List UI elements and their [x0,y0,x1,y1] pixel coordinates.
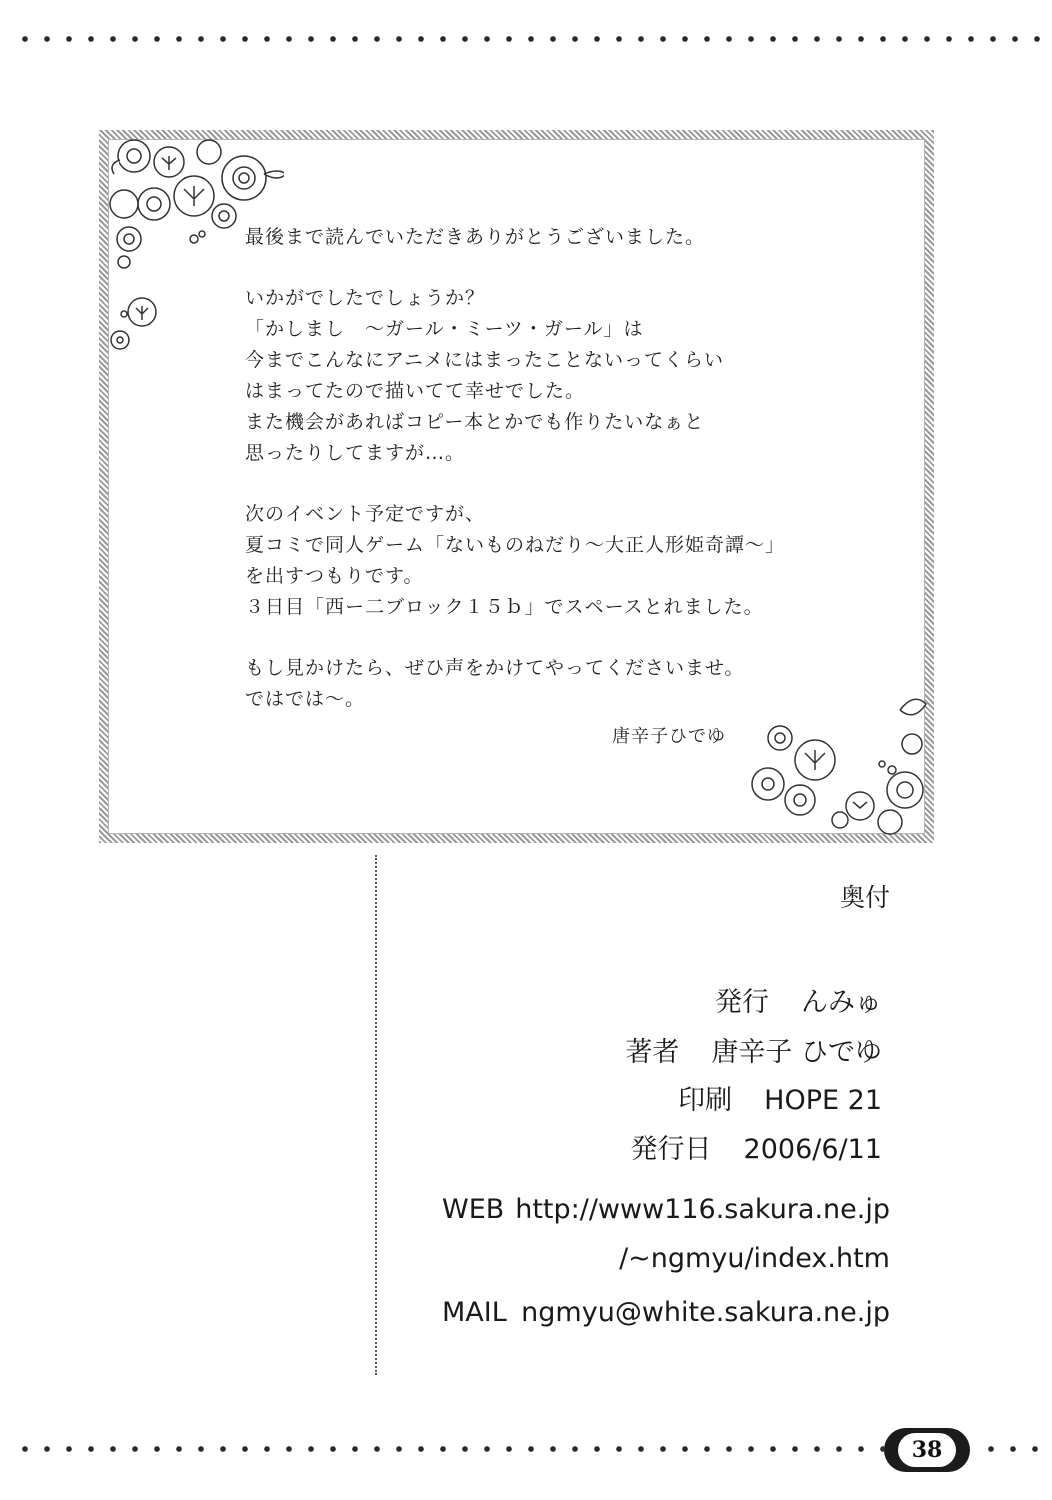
top-dotted-border [14,34,1044,44]
publisher-label: 発行 [715,987,769,1018]
flower-decoration-icon [104,290,164,360]
letter-line: 次のイベント予定ですが、 [245,503,486,525]
credit-date [631,1127,882,1166]
page-number-badge [884,1428,970,1472]
publisher-value: んみゅ [801,987,882,1018]
date-value: 2006/6/11 [743,1134,882,1165]
credit-print [678,1078,882,1117]
mail-label: MAIL [442,1297,507,1328]
date-label: 発行日 [630,1134,712,1165]
print-label: 印刷 [678,1085,733,1116]
mail-address[interactable]: ngmyu@white.sakura.ne.jp [521,1297,890,1328]
letter-line: 思ったりしてますが…。 [245,442,466,464]
page-number: 38 [898,1433,956,1467]
credit-author [625,1030,882,1069]
afterword-text [245,222,855,715]
dotted-divider [375,855,377,1375]
letter-line: また機会があればコピー本とかでも作りたいなぁと [245,411,705,433]
letter-line: ではでは〜。 [245,688,366,710]
letter-line: いかがでしたでしょうか？ [245,287,486,309]
letter-line: はまってたので描いてて幸せでした。 [245,380,586,402]
printer-value: HOPE 21 [764,1085,882,1116]
bottom-dotted-border [14,1444,884,1454]
letter-line: 最後まで読んでいただきありがとうございました。 [245,226,706,248]
letter-line: ３日目「西ー二ブロック１５ｂ」でスペースとれました。 [245,596,764,618]
letter-line: を出すつもりです。 [245,565,424,587]
author-value: 唐辛子 ひでゆ [711,1037,882,1068]
letter-line: 夏コミで同人ゲーム「ないものねだり〜大正人形姫奇譚〜」 [245,534,786,556]
colophon-title: 奥付 [839,883,890,912]
web-url-line2[interactable]: /~ngmyu/index.htm [619,1243,890,1274]
letter-line: 「かしまし 〜ガール・ミーツ・ガール」は [245,318,644,340]
letter-line: もし見かけたら、ぜひ声をかけてやってくださいませ。 [245,657,745,679]
credit-publisher [715,980,882,1019]
letter-line: 今までこんなにアニメにはまったことないってくらい [245,349,725,371]
bottom-dotted-border [980,1444,1050,1454]
web-label: WEB [442,1194,505,1225]
web-url-line1[interactable]: http://www116.sakura.ne.jp [515,1194,890,1225]
author-label: 著者 [625,1037,680,1068]
letter-signature: 唐辛子ひでゆ [612,726,726,747]
